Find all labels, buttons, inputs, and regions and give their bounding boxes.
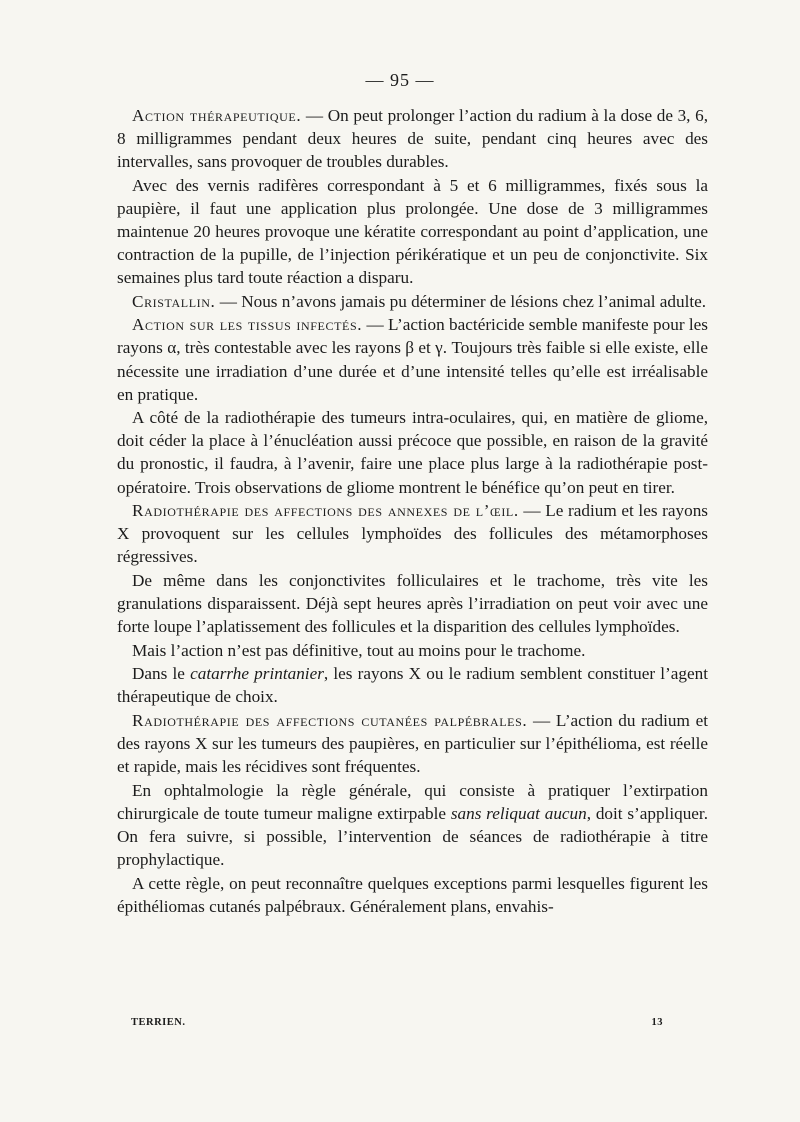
- paragraph-text: Avec des vernis radifères correspondant à 5 et 6 milligrammes, fixés sous la paupière, il faut une application plus prolongée. Une dose de 3 milligrammes maintenue 20 heures provoque une kératite correspondant au point d’application, une contraction de la pupille, de l’injection périkératique et un peu de conjonctivite. Six semaines plus tard toute réaction a disparu.: [117, 175, 708, 288]
- section-heading: Radiothérapie des affections cutanées palpébrales.: [132, 710, 528, 730]
- section-heading: Cristallin.: [132, 291, 216, 311]
- page-number: — 95 —: [365, 70, 435, 90]
- page-footer: [131, 1017, 663, 1028]
- footer-signature-mark: 13: [651, 1017, 663, 1028]
- paragraph-cristallin: [117, 290, 708, 313]
- paragraph-text: , les rayons X ou le radium semblent constituer l’agent thérapeutique de choix.: [117, 664, 709, 707]
- paragraph-text: Mais l’action n’est pas définitive, tout au moins pour le trachome.: [132, 640, 586, 660]
- footer-author: TERRIEN.: [131, 1017, 186, 1028]
- paragraph-text-before: Dans le: [132, 664, 191, 684]
- paragraph-action-therapeutique: [117, 104, 708, 173]
- section-heading: Action sur les tissus infectés.: [132, 315, 363, 335]
- paragraph-text: , doit s’appliquer. On fera suivre, si possible, l’intervention de séances de radiothérapie à titre prophylactique.: [117, 803, 708, 869]
- paragraph-text: — On peut prolonger l’action du radium à la dose de 3, 6, 8 milligrammes pendant deux heures de suite, pendant cinq heures avec des intervalles, sans provoquer de troubles durables.: [117, 106, 708, 172]
- paragraph-trachome: [117, 639, 708, 662]
- italic-term: sans reliquat aucun: [450, 803, 587, 823]
- paragraph-text: — Le radium et les rayons X provoquent sur les cellules lymphoïdes des follicules des métamorphoses régressives.: [117, 501, 708, 567]
- paragraph-annexes-oeil: [117, 499, 708, 568]
- paragraph-text: De même dans les conjonctivites folliculaires et le trachome, très vite les granulations disparaissent. Déjà sept heures après l’irradiation on peut voir avec une forte loupe l’aplatissement des follicules et la disparition des cellules lymphoïdes.: [117, 570, 708, 637]
- paragraph-text: A côté de la radiothérapie des tumeurs intra-oculaires, qui, en matière de gliome, doit céder la place à l’énucléation aussi précoce que possible, en raison de la gravité du pronostic, il faudra, à l’avenir, faire une place plus large à la radiothérapie post-opératoire. Trois observations de gliome montrent le bénéfice qu’on peut en tirer.: [117, 408, 708, 497]
- body-text: [117, 104, 708, 918]
- paragraph-text-before: En ophtalmologie la règle générale, qui consiste à pratiquer l’extirpation chirurgicale de toute tumeur maligne extirpable: [117, 780, 708, 823]
- section-heading: Action thérapeutique.: [132, 106, 302, 125]
- paragraph-conjonctivites: [117, 569, 708, 638]
- italic-term: catarrhe printanier: [190, 664, 324, 684]
- paragraph-text: A cette règle, on peut reconnaître quelques exceptions parmi lesquelles figurent les épithéliomas cutanés palpébraux. Généralement plans, envahis-: [117, 873, 708, 916]
- paragraph-text: — Nous n’avons jamais pu déterminer de lésions chez l’animal adulte.: [215, 291, 707, 311]
- paragraph-catarrhe: [117, 662, 708, 708]
- paragraph-text: — L’action bactéricide semble manifeste pour les rayons α, très contestable avec les rayons β et γ. Toujours très faible si elle existe, elle nécessite une irradiation d’une durée et d’une intensité telles qu’elle est irréalisable en pratique.: [117, 315, 708, 404]
- section-heading: Radiothérapie des affections des annexes de l’œil.: [132, 501, 519, 521]
- paragraph-regle-generale: [117, 779, 708, 871]
- paragraph-exceptions: [117, 872, 708, 918]
- paragraph-tumeurs-intra-oculaires: [117, 406, 708, 498]
- paragraph-text: — L’action du radium et des rayons X sur les tumeurs des paupières, en particulier sur l’épithélioma, est réelle et rapide, mais les récidives sont fréquentes.: [117, 710, 708, 777]
- paragraph-tissus-infectes: [117, 313, 708, 405]
- paragraph-cutanees-palpebrales: [117, 709, 708, 778]
- paragraph-vernis-radiferes: [117, 174, 708, 289]
